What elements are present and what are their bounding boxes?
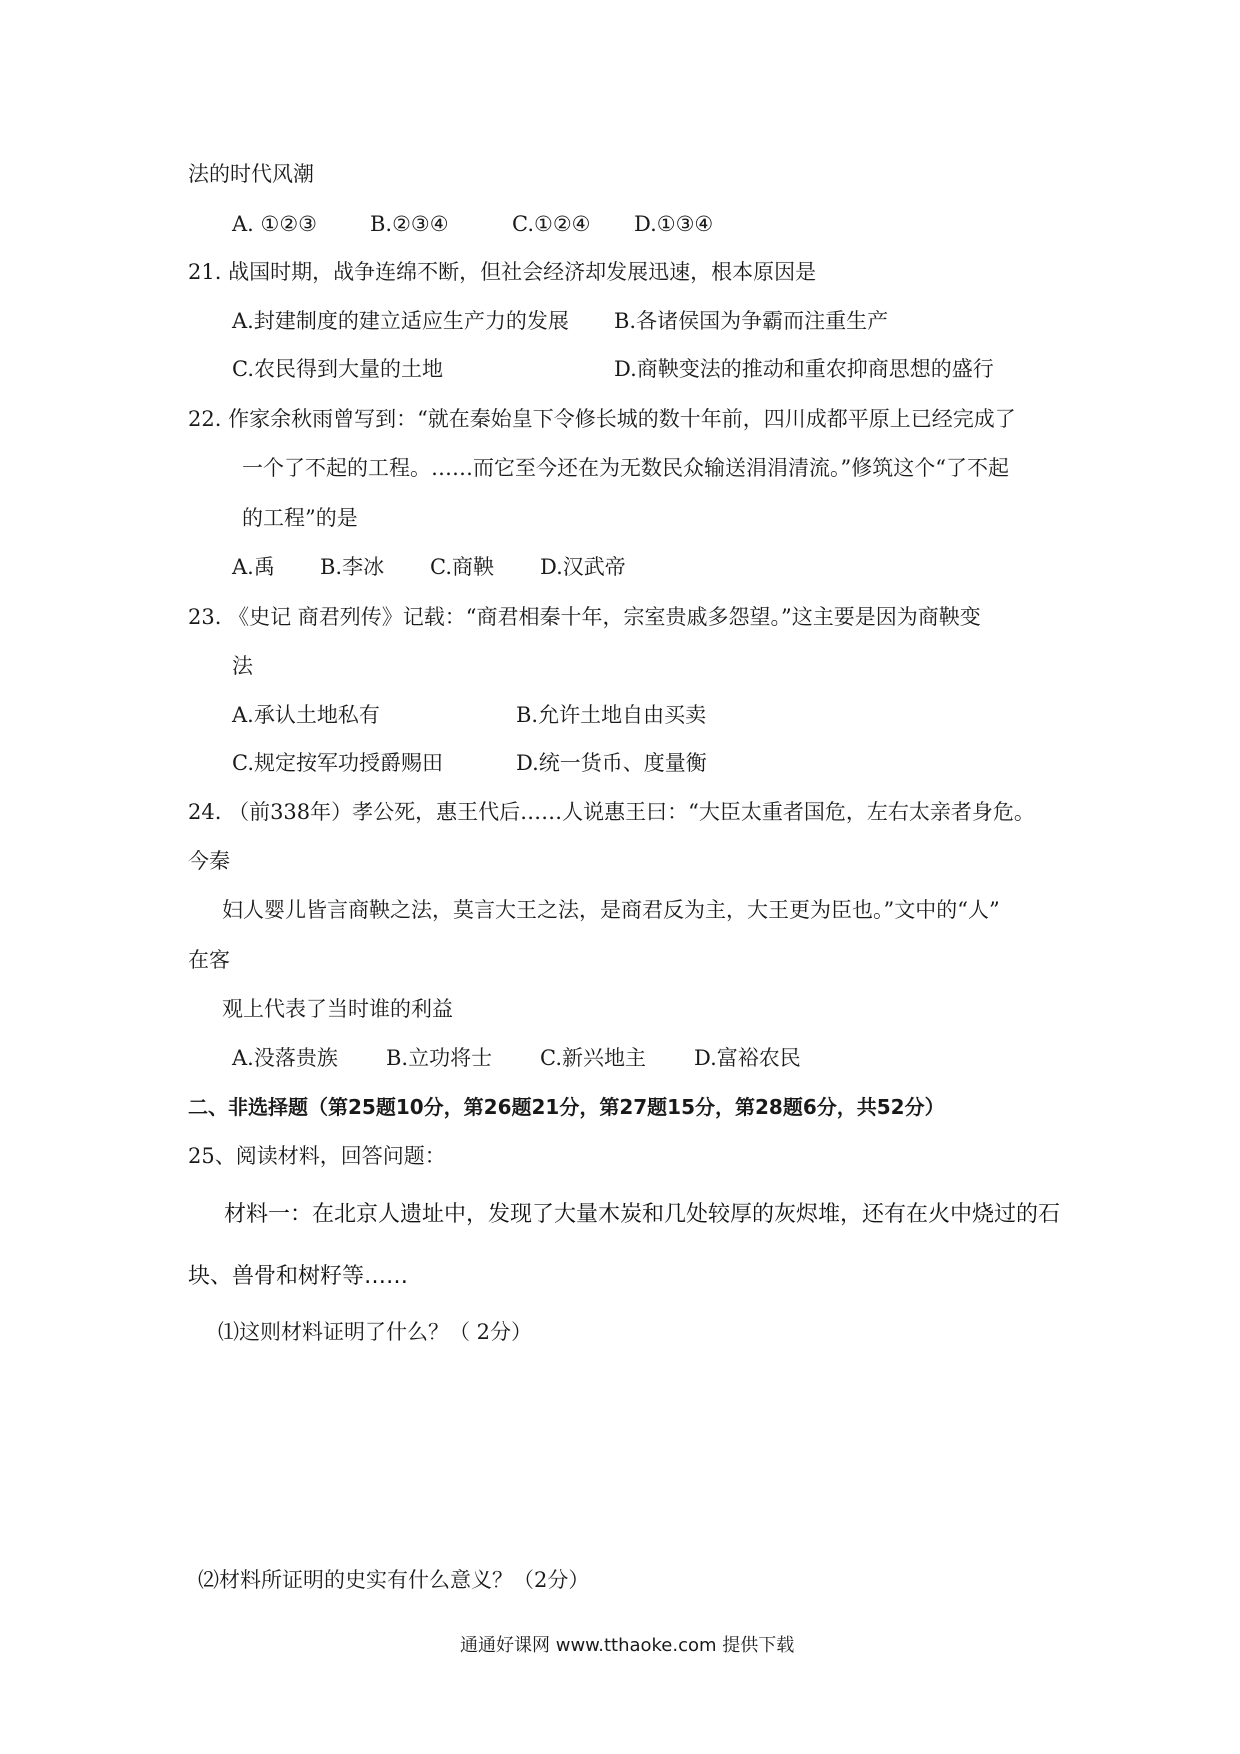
question-25-sub-1: ⑴这则材料证明了什么？（ 2分）: [218, 1320, 533, 1344]
question-24-line-1: 24. （前338年）孝公死，惠王代后……人说惠王曰：“大臣太重者国危，左右太亲者身危。: [188, 800, 1035, 824]
option-c: C.农民得到大量的土地: [232, 357, 443, 381]
question-23-options-row1: [232, 701, 706, 729]
option-d: D.富裕农民: [694, 1046, 801, 1070]
option-c: C.①②④: [512, 212, 591, 236]
question-24-line-4: 在客: [188, 948, 230, 972]
question-21-options-row1: [232, 307, 888, 335]
option-d: D.统一货币、度量衡: [516, 751, 707, 775]
option-b: B.李冰: [320, 555, 385, 579]
question-23-line-2: 法: [232, 654, 253, 678]
section-2-heading: 二、非选择题（第25题10分，第26题21分，第27题15分，第28题6分，共52分）: [188, 1095, 945, 1119]
question-24-line-2: 今秦: [188, 849, 230, 873]
question-22-options: [232, 553, 626, 581]
option-b: B.允许土地自由买卖: [516, 703, 707, 727]
option-c: C.规定按军功授爵赐田: [232, 751, 443, 775]
option-c: C.商鞅: [430, 555, 494, 579]
question-24-line-3: 妇人婴儿皆言商鞅之法，莫言大王之法，是商君反为主，大王更为臣也。”文中的“人”: [222, 898, 1000, 922]
option-b: B.各诸侯国为争霸而注重生产: [614, 309, 889, 333]
question-21-options-row2: [232, 355, 994, 383]
option-a: A.承认土地私有: [232, 703, 380, 727]
option-d: D.商鞅变法的推动和重农抑商思想的盛行: [614, 357, 994, 381]
question-20-continuation: 法的时代风潮: [188, 162, 314, 186]
option-a: A.禹: [232, 555, 275, 579]
question-20-options: [232, 210, 713, 238]
question-24-options: [232, 1044, 801, 1072]
question-22-line-2: 一个了不起的工程。……而它至今还在为无数民众输送涓涓清流。”修筑这个“了不起: [242, 456, 1009, 480]
question-22-line-3: 的工程”的是: [242, 506, 358, 530]
option-d: D.①③④: [634, 212, 714, 236]
material-1-line-2: 块、兽骨和树籽等……: [188, 1264, 409, 1289]
question-25-sub-2: ⑵材料所证明的史实有什么意义？（2分）: [198, 1568, 590, 1592]
question-25-stem: 25、阅读材料，回答问题：: [188, 1144, 446, 1168]
option-c: C.新兴地主: [540, 1046, 646, 1070]
option-b: B.②③④: [370, 212, 449, 236]
option-a: A. ①②③: [232, 212, 317, 236]
option-b: B.立功将士: [386, 1046, 493, 1070]
question-21-stem: 21. 战国时期，战争连绵不断，但社会经济却发展迅速，根本原因是: [188, 260, 817, 284]
page-footer: 通通好课网 www.tthaoke.com 提供下载: [460, 1635, 795, 1656]
option-d: D.汉武帝: [540, 555, 626, 579]
question-24-line-5: 观上代表了当时谁的利益: [222, 997, 453, 1021]
material-1-line-1: 材料一：在北京人遗址中，发现了大量木炭和几处较厚的灰烬堆，还有在火中烧过的石: [224, 1202, 1061, 1227]
option-a: A.封建制度的建立适应生产力的发展: [232, 309, 569, 333]
question-23-options-row2: [232, 749, 707, 777]
question-22-line-1: 22. 作家余秋雨曾写到：“就在秦始皇下令修长城的数十年前，四川成都平原上已经完成了: [188, 407, 1016, 431]
question-23-line-1: 23. 《史记 商君列传》记载：“商君相秦十年，宗室贵戚多怨望。”这主要是因为商鞅变: [188, 605, 981, 629]
option-a: A.没落贵族: [232, 1046, 338, 1070]
